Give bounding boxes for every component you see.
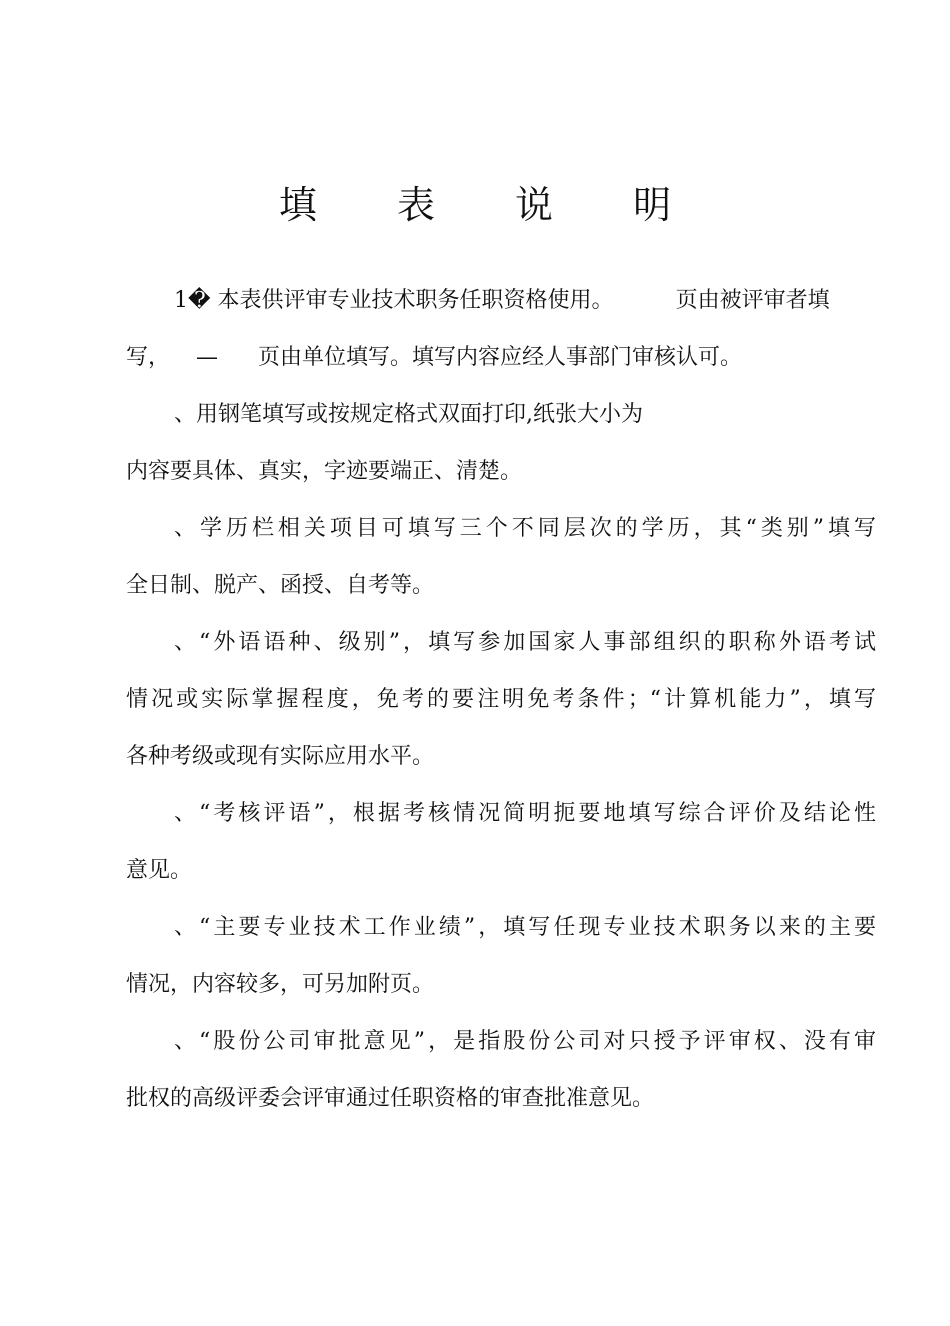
paragraph-7-line-2: 批权的高级评委会评审通过任职资格的审查批准意见。 xyxy=(126,1086,655,1111)
paragraph-5-line-2: 意见。 xyxy=(126,858,193,883)
paragraph-6-line-2: 情况，内容较多，可另加附页。 xyxy=(126,972,435,997)
paragraph-3-line-2: 全日制、脱产、函授、自考等。 xyxy=(126,573,435,598)
text-segment: 、用钢笔填写或按规定格式双面打印,纸张大小为 xyxy=(174,402,643,427)
paragraph-4-line-1: 、“外语语种、级别”，填写参加国家人事部组织的职称外语考试 xyxy=(174,630,876,655)
paragraph-5-line-1: 、“考核评语”，根据考核情况简明扼要地填写综合评价及结论性 xyxy=(174,801,876,826)
dash-mark: — xyxy=(196,345,219,370)
paragraph-1-line-2 xyxy=(126,329,876,386)
text-segment: 内容要具体、真实，字迹要端正、清楚。 xyxy=(126,459,523,484)
paragraph-4-line-2: 情况或实际掌握程度，免考的要注明免考条件；“计算机能力”，填写 xyxy=(126,687,876,712)
paragraph-4-line-3: 各种考级或现有实际应用水平。 xyxy=(126,744,435,769)
page-title: 填 表 说 明 xyxy=(278,183,706,227)
paragraph-6-line-1: 、“主要专业技术工作业绩”，填写任现专业技术职务以来的主要 xyxy=(174,915,876,940)
paragraph-2-line-2 xyxy=(126,443,876,500)
paragraph-3-line-1: 、学历栏相关项目可填写三个不同层次的学历，其“类别”填写 xyxy=(174,516,876,541)
paragraph-1-line-1 xyxy=(126,272,876,329)
text-segment: 写， xyxy=(126,345,171,370)
paragraph-2-line-1 xyxy=(126,386,876,443)
text-segment: 页由被评审者填 xyxy=(675,288,830,313)
instructions-body xyxy=(126,272,876,1127)
text-segment: 1� 本表供评审专业技术职务任职资格使用。 xyxy=(174,288,614,313)
text-segment: 页由单位填写。填写内容应经人事部门审核认可。 xyxy=(258,345,743,370)
paragraph-7-line-1: 、“股份公司审批意见”，是指股份公司对只授予评审权、没有审 xyxy=(174,1029,876,1054)
